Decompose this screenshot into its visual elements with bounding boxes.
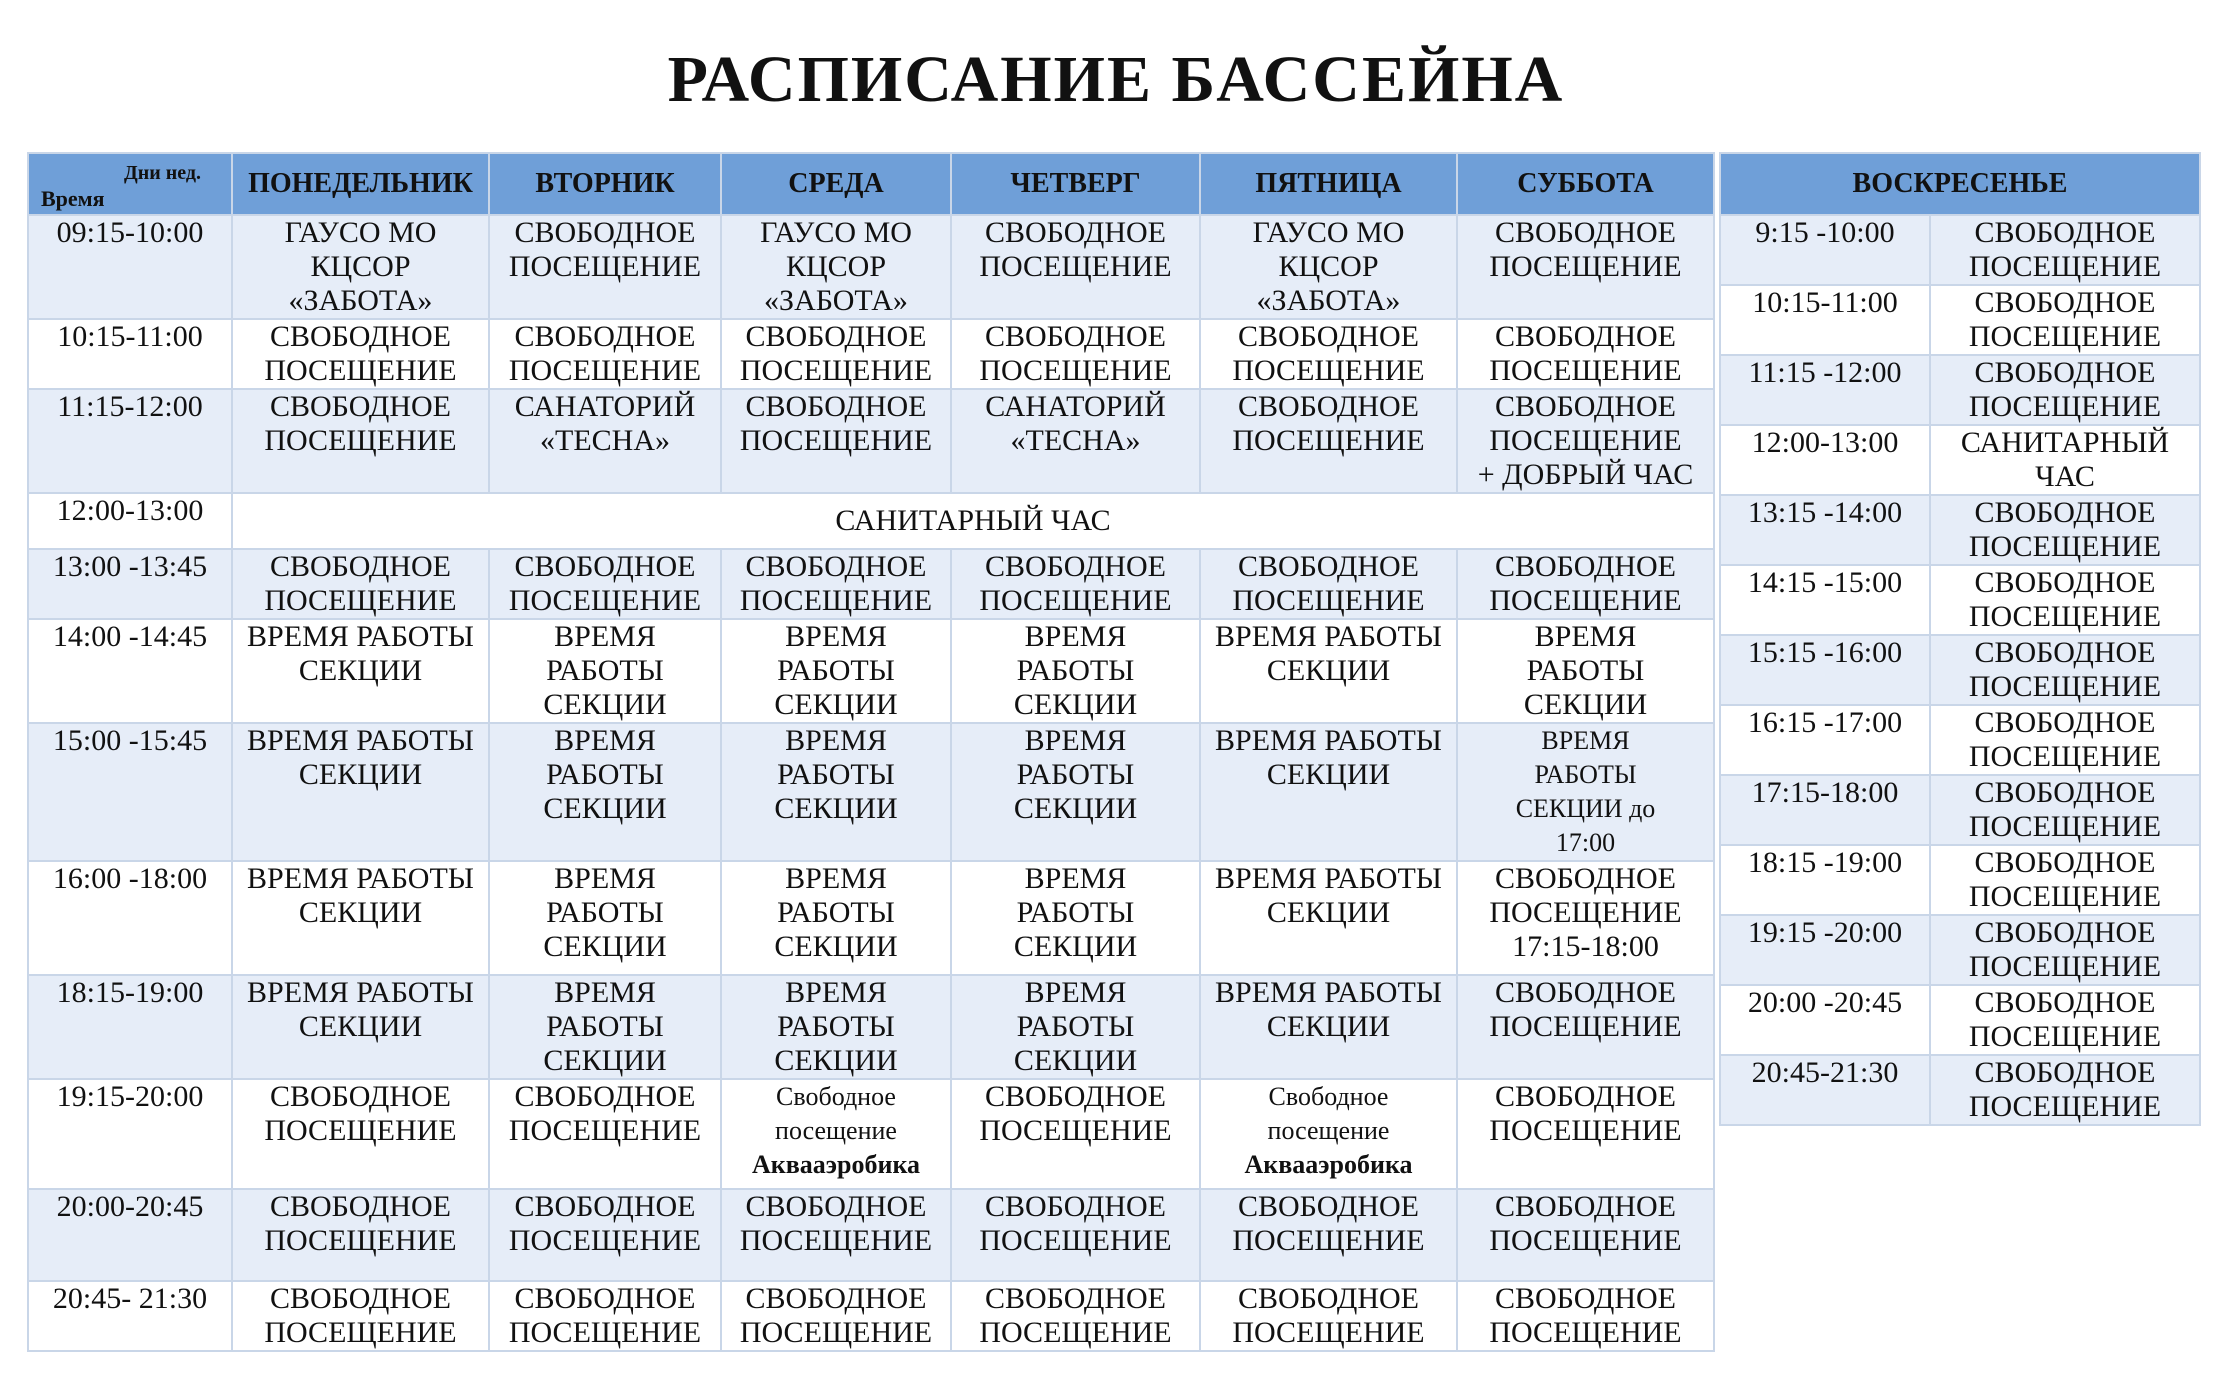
time-slot: 16:15 -17:00 bbox=[1720, 705, 1930, 775]
sunday-row bbox=[1720, 915, 2200, 985]
activity-label: ВРЕМЯ РАБОТЫ СЕКЦИИ до 17:00 bbox=[1515, 726, 1656, 857]
time-slot: 19:15 -20:00 bbox=[1720, 915, 1930, 985]
sanitary-hour-banner: САНИТАРНЫЙ ЧАС bbox=[232, 493, 1714, 549]
time-slot: 20:45-21:30 bbox=[1720, 1055, 1930, 1125]
schedule-cell bbox=[1457, 1281, 1714, 1351]
activity-label: ГАУСО МО КЦСОР «ЗАБОТА» bbox=[1252, 216, 1405, 317]
schedule-cell bbox=[1457, 549, 1714, 619]
schedule-cell bbox=[951, 1189, 1200, 1281]
sunday-row bbox=[1720, 565, 2200, 635]
time-slot: 12:00-13:00 bbox=[28, 493, 232, 549]
activity-label: СВОБОДНОЕ ПОСЕЩЕНИЕ bbox=[264, 1190, 457, 1257]
schedule-cell bbox=[1200, 1281, 1457, 1351]
schedule-cell bbox=[1457, 215, 1714, 319]
activity-label: СВОБОДНОЕ ПОСЕЩЕНИЕ bbox=[739, 1282, 933, 1349]
sunday-row bbox=[1720, 215, 2200, 285]
schedule-cell bbox=[1200, 1079, 1457, 1189]
schedule-cell bbox=[951, 1079, 1200, 1189]
schedule-cell: СВОБОДНОЕ ПОСЕЩЕНИЕ bbox=[1930, 565, 2200, 635]
schedule-cell bbox=[951, 549, 1200, 619]
schedule-cell: СВОБОДНОЕ ПОСЕЩЕНИЕ bbox=[1930, 775, 2200, 845]
schedule-row bbox=[28, 619, 1714, 723]
schedule-cell bbox=[1457, 1189, 1714, 1281]
activity-label: СВОБОДНОЕ ПОСЕЩЕНИЕ bbox=[264, 320, 457, 387]
schedule-cell bbox=[721, 723, 951, 861]
day-header-wednesday: СРЕДА bbox=[721, 153, 951, 215]
activity-label: СВОБОДНОЕ ПОСЕЩЕНИЕ bbox=[264, 1282, 457, 1349]
sunday-row bbox=[1720, 775, 2200, 845]
sunday-row bbox=[1720, 705, 2200, 775]
time-slot: 16:00 -18:00 bbox=[28, 861, 232, 975]
time-slot: 11:15-12:00 bbox=[28, 389, 232, 493]
activity-label: СВОБОДНОЕ ПОСЕЩЕНИЕ bbox=[1489, 1282, 1682, 1349]
schedule-cell bbox=[1200, 1189, 1457, 1281]
day-header-monday: ПОНЕДЕЛЬНИК bbox=[232, 153, 489, 215]
activity-label: ВРЕМЯ РАБОТЫ СЕКЦИИ bbox=[1013, 862, 1138, 963]
schedule-cell: СВОБОДНОЕ ПОСЕЩЕНИЕ bbox=[1930, 635, 2200, 705]
schedule-cell bbox=[489, 389, 721, 493]
schedule-cell bbox=[489, 861, 721, 975]
schedule-cell: СВОБОДНОЕ ПОСЕЩЕНИЕ bbox=[1930, 215, 2200, 285]
day-header-thursday: ЧЕТВЕРГ bbox=[951, 153, 1200, 215]
activity-label: СВОБОДНОЕ ПОСЕЩЕНИЕ bbox=[264, 550, 457, 617]
schedule-row bbox=[28, 1189, 1714, 1281]
activity-label: СВОБОДНОЕ ПОСЕЩЕНИЕ bbox=[739, 1190, 933, 1257]
schedule-cell bbox=[232, 215, 489, 319]
activity-label: СВОБОДНОЕ ПОСЕЩЕНИЕ + ДОБРЫЙ ЧАС bbox=[1477, 390, 1694, 491]
activity-extra-label: Аквааэробика bbox=[1244, 1150, 1413, 1179]
activity-label: ВРЕМЯ РАБОТЫ СЕКЦИИ bbox=[774, 862, 898, 963]
activity-label: ВРЕМЯ РАБОТЫ СЕКЦИИ bbox=[543, 976, 667, 1077]
schedule-cell: СВОБОДНОЕ ПОСЕЩЕНИЕ bbox=[1930, 285, 2200, 355]
activity-label: СВОБОДНОЕ ПОСЕЩЕНИЕ bbox=[1232, 1282, 1425, 1349]
schedule-cell bbox=[232, 389, 489, 493]
activity-label: ВРЕМЯ РАБОТЫ СЕКЦИИ bbox=[543, 862, 667, 963]
schedule-cell bbox=[1200, 215, 1457, 319]
time-slot: 10:15-11:00 bbox=[28, 319, 232, 389]
sunday-schedule-table bbox=[1719, 152, 2201, 1126]
schedule-cell bbox=[489, 215, 721, 319]
corner-header bbox=[28, 153, 232, 215]
schedule-cell bbox=[489, 1281, 721, 1351]
schedule-cell bbox=[489, 723, 721, 861]
schedule-cell bbox=[489, 975, 721, 1079]
activity-label: СВОБОДНОЕ ПОСЕЩЕНИЕ bbox=[264, 390, 457, 457]
time-slot: 20:00-20:45 bbox=[28, 1189, 232, 1281]
time-slot: 20:00 -20:45 bbox=[1720, 985, 1930, 1055]
time-slot: 15:15 -16:00 bbox=[1720, 635, 1930, 705]
activity-label: ВРЕМЯ РАБОТЫ СЕКЦИИ bbox=[1215, 620, 1442, 687]
activity-label: ГАУСО МО КЦСОР «ЗАБОТА» bbox=[760, 216, 912, 317]
activity-label: СВОБОДНОЕ ПОСЕЩЕНИЕ bbox=[979, 1080, 1172, 1147]
schedule-cell bbox=[951, 389, 1200, 493]
activity-label: СВОБОДНОЕ ПОСЕЩЕНИЕ bbox=[1489, 1190, 1682, 1257]
activity-label: ВРЕМЯ РАБОТЫ СЕКЦИИ bbox=[247, 976, 474, 1043]
schedule-cell bbox=[721, 319, 951, 389]
time-slot: 14:00 -14:45 bbox=[28, 619, 232, 723]
activity-label: ВРЕМЯ РАБОТЫ СЕКЦИИ bbox=[1523, 620, 1648, 721]
schedule-cell bbox=[1457, 975, 1714, 1079]
sunday-row bbox=[1720, 495, 2200, 565]
schedule-row bbox=[28, 975, 1714, 1079]
activity-label: Свободное посещение bbox=[1267, 1082, 1390, 1145]
schedule-row bbox=[28, 723, 1714, 861]
time-slot: 15:00 -15:45 bbox=[28, 723, 232, 861]
time-slot: 13:15 -14:00 bbox=[1720, 495, 1930, 565]
schedule-cell: СВОБОДНОЕ ПОСЕЩЕНИЕ bbox=[1930, 1055, 2200, 1125]
activity-label: СВОБОДНОЕ ПОСЕЩЕНИЕ bbox=[979, 320, 1172, 387]
sunday-row bbox=[1720, 1055, 2200, 1125]
time-slot: 9:15 -10:00 bbox=[1720, 215, 1930, 285]
time-slot: 20:45- 21:30 bbox=[28, 1281, 232, 1351]
time-slot: 10:15-11:00 bbox=[1720, 285, 1930, 355]
corner-days-label: Дни нед. bbox=[123, 162, 201, 184]
schedule-cell bbox=[232, 549, 489, 619]
schedule-cell bbox=[721, 1189, 951, 1281]
schedule-cell bbox=[951, 975, 1200, 1079]
schedule-cell bbox=[232, 1281, 489, 1351]
activity-label: СВОБОДНОЕ ПОСЕЩЕНИЕ bbox=[979, 1190, 1172, 1257]
activity-label: ВРЕМЯ РАБОТЫ СЕКЦИИ bbox=[1215, 862, 1442, 929]
day-header-friday: ПЯТНИЦА bbox=[1200, 153, 1457, 215]
schedule-cell bbox=[232, 861, 489, 975]
schedule-row bbox=[28, 215, 1714, 319]
schedule-cell bbox=[489, 549, 721, 619]
time-slot: 13:00 -13:45 bbox=[28, 549, 232, 619]
time-slot: 17:15-18:00 bbox=[1720, 775, 1930, 845]
schedule-cell bbox=[1457, 1079, 1714, 1189]
activity-label: СВОБОДНОЕ ПОСЕЩЕНИЕ bbox=[1489, 976, 1682, 1043]
activity-extra-label: Аквааэробика bbox=[751, 1150, 921, 1179]
activity-label: СВОБОДНОЕ ПОСЕЩЕНИЕ bbox=[739, 390, 933, 457]
schedule-cell bbox=[1200, 389, 1457, 493]
sunday-row bbox=[1720, 985, 2200, 1055]
schedule-row bbox=[28, 861, 1714, 975]
activity-label: ВРЕМЯ РАБОТЫ СЕКЦИИ bbox=[247, 724, 474, 791]
schedule-cell bbox=[721, 215, 951, 319]
activity-label: СВОБОДНОЕ ПОСЕЩЕНИЕ 17:15-18:00 bbox=[1489, 862, 1682, 963]
schedule-cell bbox=[232, 975, 489, 1079]
activity-label: СВОБОДНОЕ ПОСЕЩЕНИЕ bbox=[1489, 1080, 1682, 1147]
time-slot: 11:15 -12:00 bbox=[1720, 355, 1930, 425]
activity-label: ВРЕМЯ РАБОТЫ СЕКЦИИ bbox=[774, 976, 898, 1077]
activity-label: САНАТОРИЙ «ТЕСНА» bbox=[985, 390, 1166, 457]
day-header-saturday: СУББОТА bbox=[1457, 153, 1714, 215]
day-header-sunday: ВОСКРЕСЕНЬЕ bbox=[1720, 153, 2200, 215]
day-header-tuesday: ВТОРНИК bbox=[489, 153, 721, 215]
schedule-cell bbox=[489, 619, 721, 723]
schedule-cell bbox=[951, 1281, 1200, 1351]
schedule-cell bbox=[721, 975, 951, 1079]
activity-label: ВРЕМЯ РАБОТЫ СЕКЦИИ bbox=[1013, 620, 1138, 721]
time-slot: 14:15 -15:00 bbox=[1720, 565, 1930, 635]
schedule-cell bbox=[721, 861, 951, 975]
schedule-cell: СВОБОДНОЕ ПОСЕЩЕНИЕ bbox=[1930, 985, 2200, 1055]
activity-label: СВОБОДНОЕ ПОСЕЩЕНИЕ bbox=[508, 320, 702, 387]
sunday-row bbox=[1720, 355, 2200, 425]
activity-label: СВОБОДНОЕ ПОСЕЩЕНИЕ bbox=[508, 216, 702, 283]
sanitary-hour-cell: САНИТАРНЫЙ ЧАС bbox=[1930, 425, 2200, 495]
activity-label: СВОБОДНОЕ ПОСЕЩЕНИЕ bbox=[739, 320, 933, 387]
sunday-row bbox=[1720, 425, 2200, 495]
time-slot: 19:15-20:00 bbox=[28, 1079, 232, 1189]
schedule-row bbox=[28, 389, 1714, 493]
schedule-cell: СВОБОДНОЕ ПОСЕЩЕНИЕ bbox=[1930, 915, 2200, 985]
time-slot: 12:00-13:00 bbox=[1720, 425, 1930, 495]
activity-label: СВОБОДНОЕ ПОСЕЩЕНИЕ bbox=[1489, 320, 1682, 387]
schedule-row bbox=[28, 493, 1714, 549]
activity-label: САНАТОРИЙ «ТЕСНА» bbox=[514, 390, 696, 457]
schedule-cell bbox=[489, 319, 721, 389]
activity-label: СВОБОДНОЕ ПОСЕЩЕНИЕ bbox=[1489, 216, 1682, 283]
schedule-cell bbox=[1457, 319, 1714, 389]
schedule-cell: СВОБОДНОЕ ПОСЕЩЕНИЕ bbox=[1930, 845, 2200, 915]
schedule-cell bbox=[232, 319, 489, 389]
activity-label: СВОБОДНОЕ ПОСЕЩЕНИЕ bbox=[1232, 320, 1425, 387]
activity-label: ВРЕМЯ РАБОТЫ СЕКЦИИ bbox=[1215, 724, 1442, 791]
schedule-cell bbox=[1457, 723, 1714, 861]
activity-label: СВОБОДНОЕ ПОСЕЩЕНИЕ bbox=[508, 550, 702, 617]
schedule-cell bbox=[1200, 861, 1457, 975]
page-title: РАСПИСАНИЕ БАССЕЙНА bbox=[667, 43, 1565, 116]
schedule-cell: СВОБОДНОЕ ПОСЕЩЕНИЕ bbox=[1930, 705, 2200, 775]
activity-label: СВОБОДНОЕ ПОСЕЩЕНИЕ bbox=[264, 1080, 457, 1147]
activity-label: СВОБОДНОЕ ПОСЕЩЕНИЕ bbox=[1232, 390, 1425, 457]
activity-label: СВОБОДНОЕ ПОСЕЩЕНИЕ bbox=[1232, 550, 1425, 617]
activity-label: СВОБОДНОЕ ПОСЕЩЕНИЕ bbox=[739, 550, 933, 617]
schedule-cell bbox=[1200, 975, 1457, 1079]
schedule-cell bbox=[951, 619, 1200, 723]
weekday-schedule-table bbox=[27, 152, 1715, 1352]
schedule-row bbox=[28, 1281, 1714, 1351]
schedule-cell bbox=[1200, 549, 1457, 619]
corner-time-label: Время bbox=[41, 186, 105, 211]
time-slot: 18:15-19:00 bbox=[28, 975, 232, 1079]
activity-label: СВОБОДНОЕ ПОСЕЩЕНИЕ bbox=[508, 1282, 702, 1349]
activity-label: ГАУСО МО КЦСОР «ЗАБОТА» bbox=[284, 216, 437, 317]
activity-label: ВРЕМЯ РАБОТЫ СЕКЦИИ bbox=[774, 724, 898, 825]
activity-label: ВРЕМЯ РАБОТЫ СЕКЦИИ bbox=[247, 862, 474, 929]
activity-label: Свободное посещение bbox=[775, 1082, 897, 1145]
time-slot: 09:15-10:00 bbox=[28, 215, 232, 319]
schedule-row bbox=[28, 319, 1714, 389]
sunday-row bbox=[1720, 635, 2200, 705]
schedule-cell bbox=[721, 1079, 951, 1189]
time-slot: 18:15 -19:00 bbox=[1720, 845, 1930, 915]
schedule-cell bbox=[721, 389, 951, 493]
schedule-cell bbox=[1457, 619, 1714, 723]
schedule-cell bbox=[232, 723, 489, 861]
schedule-cell bbox=[1200, 319, 1457, 389]
activity-label: ВРЕМЯ РАБОТЫ СЕКЦИИ bbox=[774, 620, 898, 721]
activity-label: СВОБОДНОЕ ПОСЕЩЕНИЕ bbox=[979, 1282, 1172, 1349]
activity-label: СВОБОДНОЕ ПОСЕЩЕНИЕ bbox=[508, 1190, 702, 1257]
activity-label: ВРЕМЯ РАБОТЫ СЕКЦИИ bbox=[543, 620, 667, 721]
schedule-row bbox=[28, 549, 1714, 619]
schedule-cell bbox=[1200, 619, 1457, 723]
schedule-cell bbox=[1457, 861, 1714, 975]
schedule-cell bbox=[721, 1281, 951, 1351]
activity-label: СВОБОДНОЕ ПОСЕЩЕНИЕ bbox=[1232, 1190, 1425, 1257]
schedule-cell bbox=[951, 723, 1200, 861]
schedule-cell bbox=[489, 1189, 721, 1281]
activity-label: СВОБОДНОЕ ПОСЕЩЕНИЕ bbox=[979, 216, 1172, 283]
sunday-row bbox=[1720, 845, 2200, 915]
schedule-row bbox=[28, 1079, 1714, 1189]
schedule-cell bbox=[1200, 723, 1457, 861]
activity-label: ВРЕМЯ РАБОТЫ СЕКЦИИ bbox=[247, 620, 474, 687]
schedule-cell bbox=[232, 1079, 489, 1189]
schedule-cell: СВОБОДНОЕ ПОСЕЩЕНИЕ bbox=[1930, 355, 2200, 425]
schedule-cell bbox=[951, 861, 1200, 975]
activity-label: ВРЕМЯ РАБОТЫ СЕКЦИИ bbox=[543, 724, 667, 825]
schedule-cell bbox=[489, 1079, 721, 1189]
schedule-cell bbox=[721, 619, 951, 723]
schedule-cell: СВОБОДНОЕ ПОСЕЩЕНИЕ bbox=[1930, 495, 2200, 565]
activity-label: СВОБОДНОЕ ПОСЕЩЕНИЕ bbox=[1489, 550, 1682, 617]
schedule-cell bbox=[1457, 389, 1714, 493]
activity-label: СВОБОДНОЕ ПОСЕЩЕНИЕ bbox=[508, 1080, 702, 1147]
schedule-cell bbox=[951, 215, 1200, 319]
activity-label: ВРЕМЯ РАБОТЫ СЕКЦИИ bbox=[1013, 976, 1138, 1077]
schedule-cell bbox=[951, 319, 1200, 389]
sunday-row bbox=[1720, 285, 2200, 355]
schedule-cell bbox=[721, 549, 951, 619]
schedule-cell bbox=[232, 1189, 489, 1281]
activity-label: ВРЕМЯ РАБОТЫ СЕКЦИИ bbox=[1215, 976, 1442, 1043]
activity-label: СВОБОДНОЕ ПОСЕЩЕНИЕ bbox=[979, 550, 1172, 617]
schedule-cell bbox=[232, 619, 489, 723]
activity-label: ВРЕМЯ РАБОТЫ СЕКЦИИ bbox=[1013, 724, 1138, 825]
